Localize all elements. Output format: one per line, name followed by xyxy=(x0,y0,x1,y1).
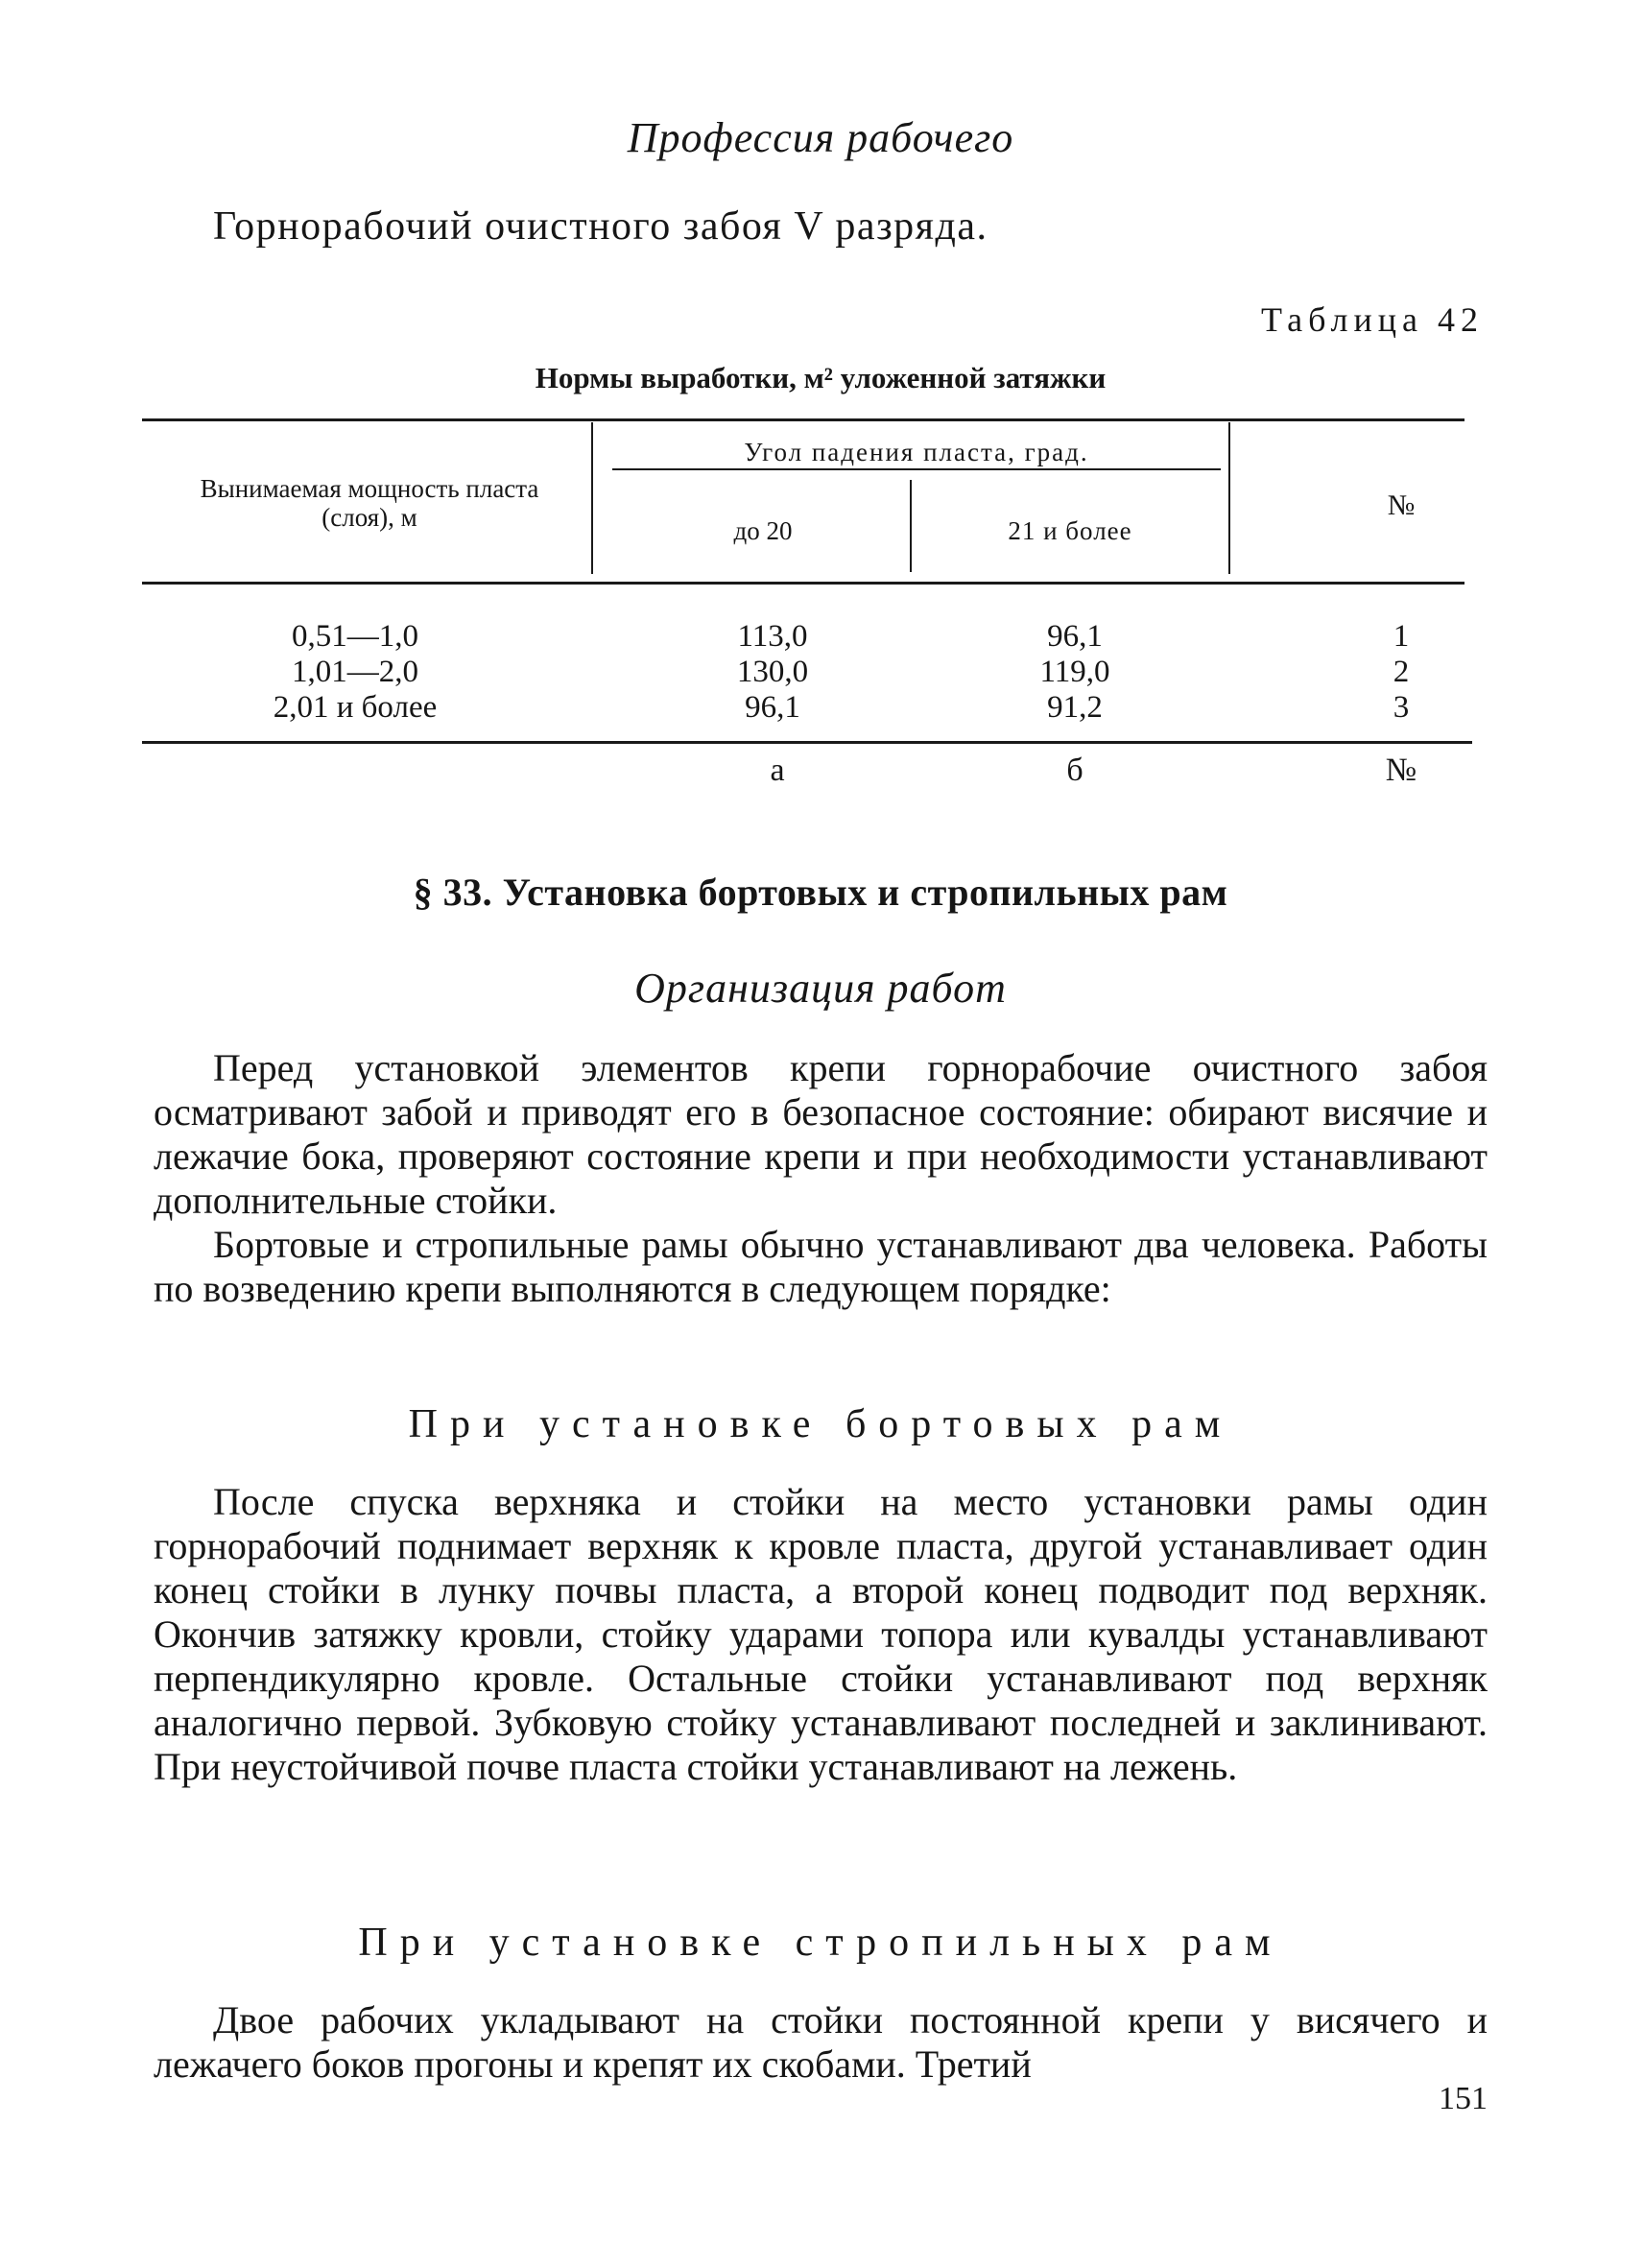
header-thickness: Вынимаемая мощность пласта (слоя), м xyxy=(200,474,539,532)
table-vrule-1 xyxy=(591,422,593,574)
paragraph-side-frames: После спуска верхняка и стойки на место установки рамы один горнорабочий поднимает верхняк к кровле пласта, другой устанавливает один конец стойки в лунку почвы пласта, а второй конец подводит под верхняк. Окончив затяжку кровли, стойку ударами топора или кувалды устанавливают перпендикулярно кровле. Остальные стойки устанавливают под верхняк аналогично первой. Зубковую стойку устанавливают последней и заклинивают. При неустойчивой почве пласта стойки устанавливают на лежень. xyxy=(154,1480,1488,1788)
footer-b: б xyxy=(1066,752,1083,788)
row-3-b: 91,2 xyxy=(1047,690,1103,725)
row-3-thickness: 2,01 и более xyxy=(273,690,438,725)
row-1-a: 113,0 xyxy=(737,619,808,654)
footer-a: а xyxy=(770,752,785,788)
row-2-a: 130,0 xyxy=(736,655,809,689)
footer-no: № xyxy=(1385,752,1417,788)
section-heading: § 33. Установка бортовых и стропильных рам xyxy=(413,871,1228,914)
header-angle-group: Угол падения пласта, град. xyxy=(744,438,1089,466)
row-1-thickness: 0,51—1,0 xyxy=(292,619,418,654)
table-header-rule xyxy=(142,582,1464,585)
table-vrule-3 xyxy=(910,480,912,572)
paragraph-order: Бортовые и стропильные рамы обычно устанавливают два человека. Работы по возведению крепи выполняются в следующем порядке: xyxy=(154,1223,1488,1310)
table-label: Таблица 42 xyxy=(1261,300,1484,339)
row-2-no: 2 xyxy=(1393,655,1410,689)
row-1-b: 96,1 xyxy=(1047,619,1103,654)
row-1-no: 1 xyxy=(1393,619,1410,654)
side-frames-heading: При установке бортовых рам xyxy=(408,1402,1233,1446)
table-bottom-rule xyxy=(142,741,1472,744)
paragraph-preparation: Перед установкой элементов крепи горнорабочие очистного забоя осматривают забой и приводят его в безопасное состояние: обирают висячие и лежачие бока, проверяют состояние крепи и при необходимости устанавливают дополнительные стойки. xyxy=(154,1046,1488,1222)
row-2-b: 119,0 xyxy=(1039,655,1110,689)
table-caption: Нормы выработки, м² уложенной затяжки xyxy=(535,361,1107,394)
page-number: 151 xyxy=(1439,2081,1488,2116)
paragraph-rafter-frames: Двое рабочих укладывают на стойки постоянной крепи у висячего и лежачего боков прогоны и крепят их скобами. Третий xyxy=(154,1998,1488,2086)
header-number: № xyxy=(1387,489,1416,521)
rafter-frames-heading: При установке стропильных рам xyxy=(358,1921,1283,1965)
profession-text: Горнорабочий очистного забоя V разряда. xyxy=(213,204,988,249)
section-subheading: Организация работ xyxy=(634,965,1007,1012)
profession-heading: Профессия рабочего xyxy=(627,114,1014,161)
table-top-rule xyxy=(142,418,1464,421)
row-3-no: 3 xyxy=(1393,690,1410,725)
row-3-a: 96,1 xyxy=(745,690,800,725)
table-vrule-2 xyxy=(1228,422,1230,574)
angle-group-rule xyxy=(612,468,1221,470)
header-col-b: 21 и более xyxy=(1008,516,1132,545)
row-2-thickness: 1,01—2,0 xyxy=(292,655,418,689)
header-col-a: до 20 xyxy=(733,516,793,545)
